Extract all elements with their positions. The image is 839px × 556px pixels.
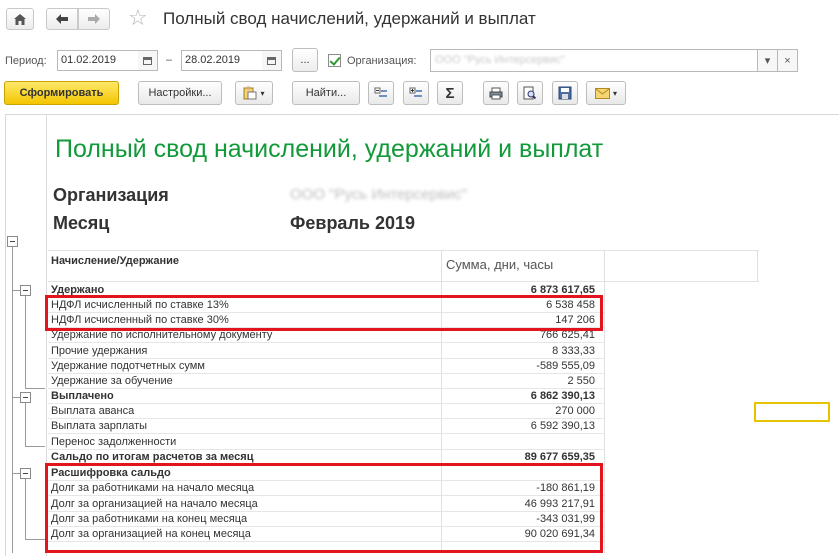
row-value: 8 333,33 <box>552 345 595 357</box>
row-value: -343 031,99 <box>536 513 595 525</box>
table-row[interactable] <box>48 359 604 374</box>
column-header-amount: Сумма, дни, часы <box>446 257 554 272</box>
arrow-right-icon <box>87 13 101 25</box>
envelope-icon <box>595 88 610 99</box>
collapse-group-toggle[interactable] <box>7 236 18 247</box>
row-label: Выплачено <box>51 390 114 402</box>
forward-button[interactable] <box>78 8 110 30</box>
favorite-star-icon[interactable]: ☆ <box>128 5 148 30</box>
organization-input[interactable] <box>430 49 777 72</box>
organization-label: Организация: <box>347 55 417 67</box>
row-label: Сальдо по итогам расчетов за месяц <box>51 451 254 463</box>
send-email-button[interactable] <box>586 81 626 105</box>
generate-button[interactable]: Сформировать <box>4 81 119 105</box>
row-label: Удержание подотчетных сумм <box>51 360 205 372</box>
preview-button[interactable] <box>517 81 543 105</box>
row-value: 6 873 617,65 <box>530 284 595 296</box>
table-row[interactable] <box>48 344 604 359</box>
highlight-ndfl-box <box>45 295 603 331</box>
floppy-disk-icon <box>558 86 572 100</box>
row-label: Долг за работниками на конец месяца <box>51 513 248 525</box>
tree-line <box>12 247 13 553</box>
row-value: 6 538 458 <box>546 299 595 311</box>
highlight-saldo-box <box>45 463 603 553</box>
find-button[interactable]: Найти... <box>292 81 360 105</box>
window-title: Полный свод начислений, удержаний и выплат <box>163 9 536 28</box>
row-label: Прочие удержания <box>51 345 148 357</box>
calendar-icon <box>143 57 152 65</box>
grid-line <box>48 281 759 282</box>
selected-cell[interactable] <box>754 402 830 422</box>
sum-button[interactable]: Σ <box>437 81 463 105</box>
date-to-input[interactable]: 28.02.2019 <box>181 50 279 71</box>
tree-line <box>25 296 26 388</box>
row-label: Удержано <box>51 284 105 296</box>
row-label: НДФЛ исчисленный по ставке 30% <box>51 314 229 326</box>
tree-line <box>25 446 45 447</box>
expand-groups-icon <box>409 87 423 100</box>
collapse-group-toggle[interactable] <box>20 468 31 479</box>
organization-checkbox[interactable] <box>328 54 341 67</box>
printer-icon <box>489 87 503 100</box>
row-value: 6 592 390,13 <box>530 420 595 432</box>
row-label: Перенос задолженности <box>51 436 177 448</box>
report-month-label: Месяц <box>53 213 110 233</box>
tree-line <box>12 290 20 291</box>
tree-line <box>25 539 45 540</box>
save-button[interactable] <box>552 81 578 105</box>
tree-line <box>12 473 20 474</box>
report-org-label: Организация <box>53 185 169 205</box>
home-button[interactable] <box>6 8 34 30</box>
column-header-item: Начисление/Удержание <box>51 255 179 267</box>
row-label: Выплата зарплаты <box>51 420 148 432</box>
arrow-left-icon <box>55 13 69 25</box>
tree-line <box>25 388 45 389</box>
date-separator: – <box>166 54 173 66</box>
row-value: -589 555,09 <box>536 360 595 372</box>
organization-value: ООО "Русь Интерсервис" <box>435 54 565 66</box>
print-button[interactable] <box>483 81 509 105</box>
variants-button[interactable] <box>235 81 273 105</box>
grid-column-line <box>757 250 758 282</box>
table-row[interactable] <box>48 419 604 434</box>
row-label: Выплата аванса <box>51 405 135 417</box>
period-label: Период: <box>5 55 47 67</box>
calendar-icon <box>267 57 276 65</box>
date-from-calendar-button[interactable] <box>138 50 158 71</box>
row-value: 147 206 <box>555 314 595 326</box>
row-value: 90 020 691,34 <box>524 528 595 540</box>
row-label: Долг за работниками на начало месяца <box>51 482 255 494</box>
collapse-groups-button[interactable] <box>368 81 394 105</box>
tree-line <box>25 403 26 446</box>
grid-column-line <box>604 250 605 553</box>
date-to-calendar-button[interactable] <box>262 50 282 71</box>
home-icon <box>13 13 27 26</box>
print-preview-icon <box>523 86 537 100</box>
row-value: 766 625,41 <box>539 329 595 341</box>
row-label: Долг за организацией на конец месяца <box>51 528 251 540</box>
row-label: Долг за организацией на начало месяца <box>51 498 258 510</box>
report-month-value: Февраль 2019 <box>290 213 415 233</box>
row-value: 6 862 390,13 <box>530 390 595 402</box>
report-variant-icon <box>243 86 257 100</box>
row-label: НДФЛ исчисленный по ставке 13% <box>51 299 229 311</box>
chevron-down-icon: ▾ <box>612 88 617 98</box>
expand-groups-button[interactable] <box>403 81 429 105</box>
table-row[interactable] <box>48 404 604 419</box>
table-row[interactable] <box>48 374 604 389</box>
row-value: 270 000 <box>555 405 595 417</box>
grid-line <box>48 250 759 251</box>
organization-clear-button[interactable]: × <box>777 49 798 72</box>
row-label: Удержание по исполнительному документу <box>51 329 273 341</box>
row-value: 46 993 217,91 <box>524 498 595 510</box>
row-value: 89 677 659,35 <box>524 451 595 463</box>
period-picker-button[interactable]: ... <box>292 48 318 72</box>
collapse-groups-icon <box>374 87 388 100</box>
row-value: 2 550 <box>567 375 595 387</box>
back-button[interactable] <box>46 8 78 30</box>
settings-button[interactable]: Настройки... <box>138 81 222 105</box>
organization-dropdown-button[interactable]: ▾ <box>757 49 778 72</box>
collapse-group-toggle[interactable] <box>20 392 31 403</box>
tree-line <box>25 479 26 539</box>
table-row[interactable] <box>48 435 604 450</box>
chevron-down-icon: ▾ <box>260 88 265 98</box>
collapse-group-toggle[interactable] <box>20 285 31 296</box>
report-title: Полный свод начислений, удержаний и выплат <box>55 135 604 163</box>
table-row[interactable] <box>48 389 604 404</box>
row-label: Удержание за обучение <box>51 375 173 387</box>
date-from-input[interactable]: 01.02.2019 <box>57 50 155 71</box>
report-org-value: ООО "Русь Интерсервис" <box>290 186 468 203</box>
row-value: -180 861,19 <box>536 482 595 494</box>
tree-line <box>12 397 20 398</box>
row-label: Расшифровка сальдо <box>51 467 171 479</box>
